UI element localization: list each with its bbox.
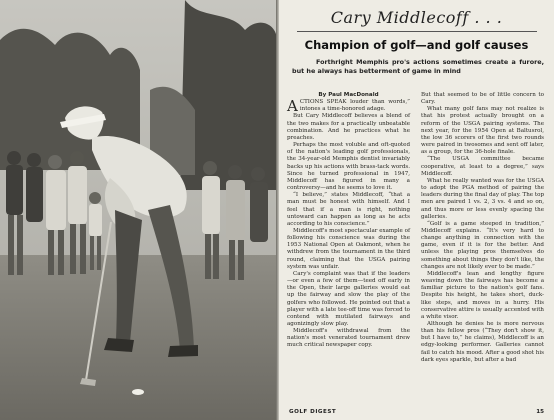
paragraph: Middlecoff's most spectacular example of following his conscience was during the 1953 National Open at Oakmont, when he withdrew from the tournament in the third round, claiming that the USGA pairing system was unfair.	[287, 227, 410, 270]
paragraph	[287, 97, 410, 116]
paragraph: But that seemed to be of little concern to Cary.	[421, 92, 544, 106]
headline: Cary Middlecoff . . .	[330, 8, 503, 27]
paragraph: “The USGA committee became cooperative, at least to a degree,” says Middlecoff.	[421, 156, 544, 177]
paragraph: Cary's complaint was that if the leaders—or even a few of them—teed off early in the Open, their large galleries would eat up the fairway and slow the play of the golfers who followed. He pointed out that a player with a late tee-off time was forced to contend with mutilated fairways and agonizingly slow play.	[287, 270, 410, 327]
paragraph: What he really wanted was for the USGA to adopt the PGA method of pairing the leaders during the final day of play. The top men are paired 1 vs. 2, 3 vs. 4 and so on, and thus more or less evenly spacing the galleries.	[421, 177, 544, 220]
headline-rule	[297, 31, 537, 32]
text-column-1	[287, 92, 410, 350]
article-title: Champion of golf—and golf causes	[304, 38, 529, 52]
paragraph: Middlecoff's lean and lengthy figure weaving down the fairways has become a familiar picture to the nation's golf fans. Despite his height, he takes short, duck-like steps, and moves in a hurry. His conservative attire is usually accented with a white visor.	[421, 270, 544, 320]
paragraph: But Cary Middlecoff believes a blend of the two makes for a practically unbeatable combination. And he practices what he preaches.	[287, 113, 410, 141]
page-number: 15	[536, 409, 544, 415]
paragraph: Perhaps the most voluble and oft-quoted of the nation's leading golf professionals, the 34-year-old Memphis dentist invariably backs up his actions with brass-tack words. Since he turned professional in 1947, Middlecoff has figured in many a controversy—and he seems to love it.	[287, 142, 410, 192]
paragraph: What many golf fans may not realize is that his protest actually brought on a reform of the USGA pairing systems. The next year, for the 1954 Open at Baltusrol, the low 36 scorers of the first two rounds were paired in twosomes and sent off later, as a group, for the 36-hole finale.	[421, 106, 544, 156]
text-column-2	[421, 92, 544, 364]
byline: By Paul MacDonald	[318, 92, 379, 98]
paragraph: “Golf is a game steeped in tradition,” Middlecoff explains. “It's very hard to change anything in connection with the game, even if it is for the better. And unless the playing pros themselves do something about things they don't like, the changes are not likely ever to be made.”	[421, 220, 544, 270]
paragraph: Middlecoff's withdrawal from the nation's most venerated tournament drew much critical newspaper copy.	[287, 328, 410, 349]
paragraph-text: CTIONS SPEAK louder than words,” intones a time-honored adage.	[299, 99, 410, 113]
paragraph: Although he denies he is more nervous than his fellow pros (“They don't show it, but I have to,” he claims), Middlecoff is an edgy-looking performer. Galleries cannot fail to catch his mood. After a good shot his dark eyes sparkle, but after a bad	[421, 321, 544, 363]
drop-cap: A	[287, 97, 298, 116]
paragraph: “I believe,” states Middlecoff, “that a man must be honest with himself. And I feel that if a man is right, nothing untoward can happen as long as he acts according to his conscience.”	[287, 192, 410, 227]
article-page	[279, 0, 554, 420]
article-deck: Forthright Memphis pro's actions sometimes create a furore, but he always has betterment of game in mind	[292, 58, 544, 75]
magazine-name: GOLF DIGEST	[289, 409, 337, 415]
